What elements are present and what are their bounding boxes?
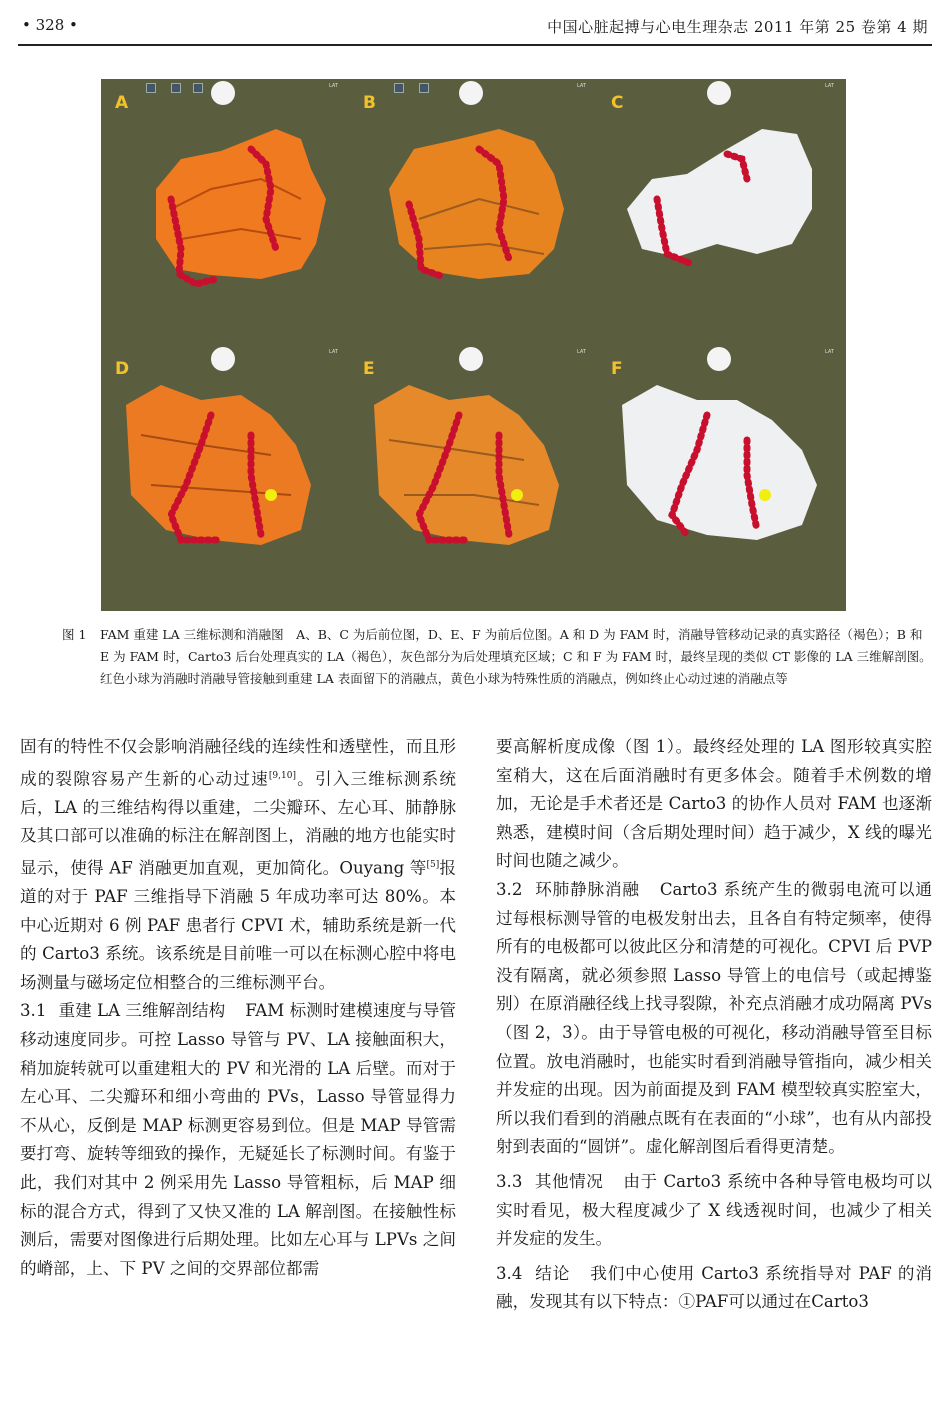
section-title: 环肺静脉消融 [534,879,640,899]
section-3-1 [20,997,456,1283]
panel-label-a: A [115,93,129,113]
right-column [496,733,932,1317]
panel-d [101,345,349,611]
lat-tag: LAT [329,83,338,89]
lat-tag: LAT [825,349,834,355]
text-run: 。引入三维标测系统后，LA 的三维结构得以重建，二尖瓣环、左心耳、肺静脉及其口部可以准确的标注在解剖图上，消融的地方也能实时显示，使得 AF 消融更加直观，更加简化。Ouyang 等 [20,769,457,878]
section-number: 3.2 [496,879,523,899]
orientation-icon [459,81,483,105]
heart-map-b [349,79,597,345]
figure-caption [62,624,932,690]
journal-header: 中国心脏起搏与心电生理杂志 2011 年第 25 卷第 4 期 [547,18,928,36]
section-text: 我们中心使用 Carto3 系统指导对 PAF 的消融，发现其有以下特点：①PAF可以通过在Carto3 [496,1263,932,1312]
panel-label-c: C [611,93,624,113]
panel-b [349,79,597,345]
heart-map-e [349,345,597,611]
header-rule [18,44,932,46]
lat-tag: LAT [329,349,338,355]
caption-label: 图 1 [62,627,87,642]
orientation-icon [707,347,731,371]
lat-tag: LAT [825,83,834,89]
orientation-icon [211,81,235,105]
panel-label-d: D [115,359,130,379]
caption-text: FAM 重建 LA 三维标测和消融图 A、B、C 为后前位图，D、E、F 为前后位图。A 和 D 为 FAM 时，消融导管移动记录的真实路径（褐色）；B 和 E 为 FAM 时，Carto3 后台处理真实的 LA（褐色），灰色部分为后处理填充区域；C 和 F 为 FAM 时，最终呈现的类似 CT 影像的 LA 三维解剖图。红色小球为消融时消融导管接触到重建 LA 表面留下的消融点，黄色小球为特殊性质的消融点，例如终止心动过速的消融点等 [100,627,932,686]
heart-map-f [597,345,846,611]
section-title: 其他情况 [534,1171,604,1191]
panel-e [349,345,597,611]
paragraph: 要高解析度成像（图 1）。最终经处理的 LA 图形较真实腔室稍大，这在后面消融时有更多体会。随着手术例数的增加，无论是手术者还是 Carto3 的协作人员对 FAM 也逐渐熟悉，建模时间（含后期处理时间）趋于减少，X 线的曝光时间也随之减少。 [496,737,932,871]
paragraph [20,733,456,997]
orientation-icon [211,347,235,371]
heart-map-c [597,79,846,345]
text-run: 报道的对于 PAF 三维指导下消融 5 年成功率可达 80%。本中心近期对 6 例 PAF 患者行 CPVI 术，辅助系统是新一代的 Carto3 系统。该系统是目前唯一可以在标测心腔中将电场测量与磁场定位相整合的三维标测平台。 [20,858,456,992]
section-text: FAM 标测时建模速度与导管移动速度同步。可控 Lasso 导管与 PV、LA 接触面积大，稍加旋转就可以重建粗大的 PV 和光滑的 LA 后壁。而对于左心耳、二尖瓣环和细小弯曲的 PVs，Lasso 导管显得力不从心，反倒是 MAP 标测更容易到位。但是 MAP 导管需要打弯、旋转等细致的操作，无疑延长了标测时间。有鉴于此，我们对其中 2 例采用先 Lasso 导管粗标，后 MAP 细标的混合方式，得到了又快又准的 LA 解剖图。在接触性标测后，需要对图像进行后期处理。比如左心耳与 LPVs 之间的嵴部，上、下 PV 之间的交界部位都需 [20,1001,456,1278]
section-3-3 [496,1168,932,1254]
panel-c [597,79,845,345]
toolbar-icon [146,83,156,93]
heart-map-a [101,79,349,345]
panel-label-e: E [363,359,375,379]
citation: [5] [426,859,440,870]
left-column [20,733,456,1283]
panel-label-f: F [611,359,623,379]
panel-a [101,79,349,345]
text-run: 固有的特性不仅会影响消融径线的连续性和透壁性，而且形成的裂隙容易产生新的心动过速 [20,737,456,789]
section-title: 结论 [534,1263,571,1283]
page-number: • 328 • [22,16,78,34]
toolbar-icon [394,83,404,93]
toolbar-icon [171,83,181,93]
orientation-icon [707,81,731,105]
section-number: 3.1 [20,1001,47,1021]
section-number: 3.3 [496,1171,523,1191]
section-title: 重建 LA 三维解剖结构 [58,1001,226,1021]
citation: [9,10] [268,770,296,781]
heart-map-d [101,345,349,611]
section-3-2 [496,876,932,1162]
panel-label-b: B [363,93,376,113]
toolbar-icon [419,83,429,93]
orientation-icon [459,347,483,371]
panel-f [597,345,845,611]
section-text: 由于 Carto3 系统中各种导管电极均可以实时看见，极大程度减少了 X 线透视时间，也减少了相关并发症的发生。 [496,1171,932,1249]
lat-tag: LAT [577,83,586,89]
section-text: Carto3 系统产生的微弱电流可以通过每根标测导管的电极发射出去，且各自有特定频率，使得所有的电极都可以彼此区分和清楚的可视化。CPVI 后 PVP 没有隔离，就必须参照 Lasso 导管上的电信号（或起搏鉴别）在原消融径线上找寻裂隙，补充点消融才成功隔离 PVs（图 2，3）。由于导管电极的可视化，移动消融导管至目标位置。放电消融时，也能实时看到消融导管指向，减少相关并发症的出现。因为前面提及到 FAM 模型较真实腔室大，所以我们看到的消融点既有在表面的“小球”，也有从内部投射到表面的“圆饼”。虚化解剖图后看得更清楚。 [496,879,933,1157]
section-3-4 [496,1260,932,1317]
toolbar-icon [193,83,203,93]
lat-tag: LAT [577,349,586,355]
section-number: 3.4 [496,1263,523,1283]
figure-1 [101,79,846,611]
